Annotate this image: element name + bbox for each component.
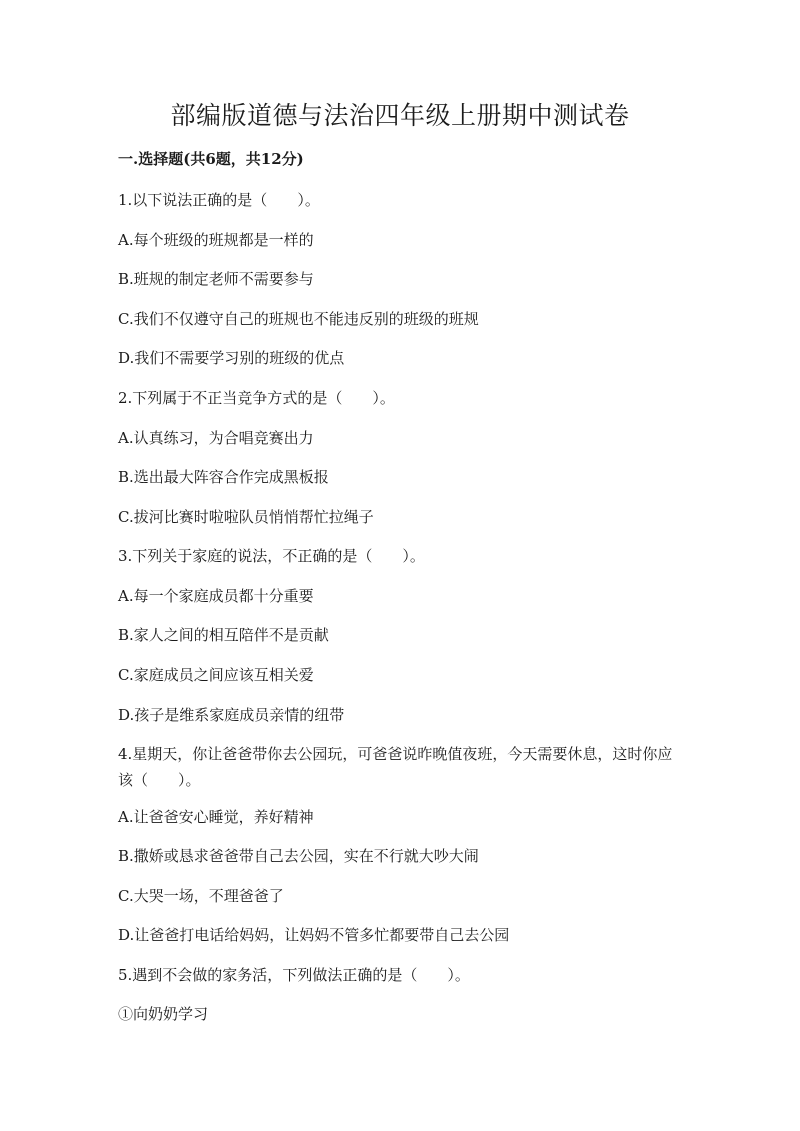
page-title: 部编版道德与法治四年级上册期中测试卷 <box>170 101 630 130</box>
question-2-option-a: A.认真练习，为合唱竞赛出力 <box>118 429 314 447</box>
question-1-option-b: B.班规的制定老师不需要参与 <box>118 270 314 288</box>
question-2-stem: 2.下列属于不正当竞争方式的是（ ）。 <box>118 389 395 407</box>
question-3-stem: 3.下列关于家庭的说法，不正确的是（ ）。 <box>118 547 425 565</box>
question-4-option-d: D.让爸爸打电话给妈妈，让妈妈不管多忙都要带自己去公园 <box>118 926 510 944</box>
question-1-stem: 1.以下说法正确的是（ ）。 <box>118 191 320 209</box>
question-4-stem: 4.星期天，你让爸爸带你去公园玩，可爸爸说昨晚值夜班，今天需要休息，这时你应该（ ）。 <box>118 745 673 789</box>
question-2-option-c: C.拔河比赛时啦啦队员悄悄帮忙拉绳子 <box>118 508 374 526</box>
section-heading: 一.选择题(共6题，共12分) <box>118 150 304 168</box>
question-2-option-b: B.选出最大阵容合作完成黑板报 <box>118 468 329 486</box>
question-3-option-d: D.孩子是维系家庭成员亲情的纽带 <box>118 706 345 724</box>
question-5-stem: 5.遇到不会做的家务活，下列做法正确的是（ ）。 <box>118 966 470 984</box>
question-1-option-a: A.每个班级的班规都是一样的 <box>118 231 314 249</box>
question-3-option-a: A.每一个家庭成员都十分重要 <box>118 587 314 605</box>
question-4-option-a: A.让爸爸安心睡觉，养好精神 <box>118 808 314 826</box>
question-4-option-c: C.大哭一场，不理爸爸了 <box>118 887 284 905</box>
question-3-option-c: C.家庭成员之间应该互相关爱 <box>118 666 314 684</box>
question-1-option-d: D.我们不需要学习别的班级的优点 <box>118 349 345 367</box>
question-4-option-b: B.撒娇或恳求爸爸带自己去公园，实在不行就大吵大闹 <box>118 847 479 865</box>
question-5-option-1: ①向奶奶学习 <box>118 1005 209 1023</box>
question-1-option-c: C.我们不仅遵守自己的班规也不能违反别的班级的班规 <box>118 310 479 328</box>
question-3-option-b: B.家人之间的相互陪伴不是贡献 <box>118 626 329 644</box>
